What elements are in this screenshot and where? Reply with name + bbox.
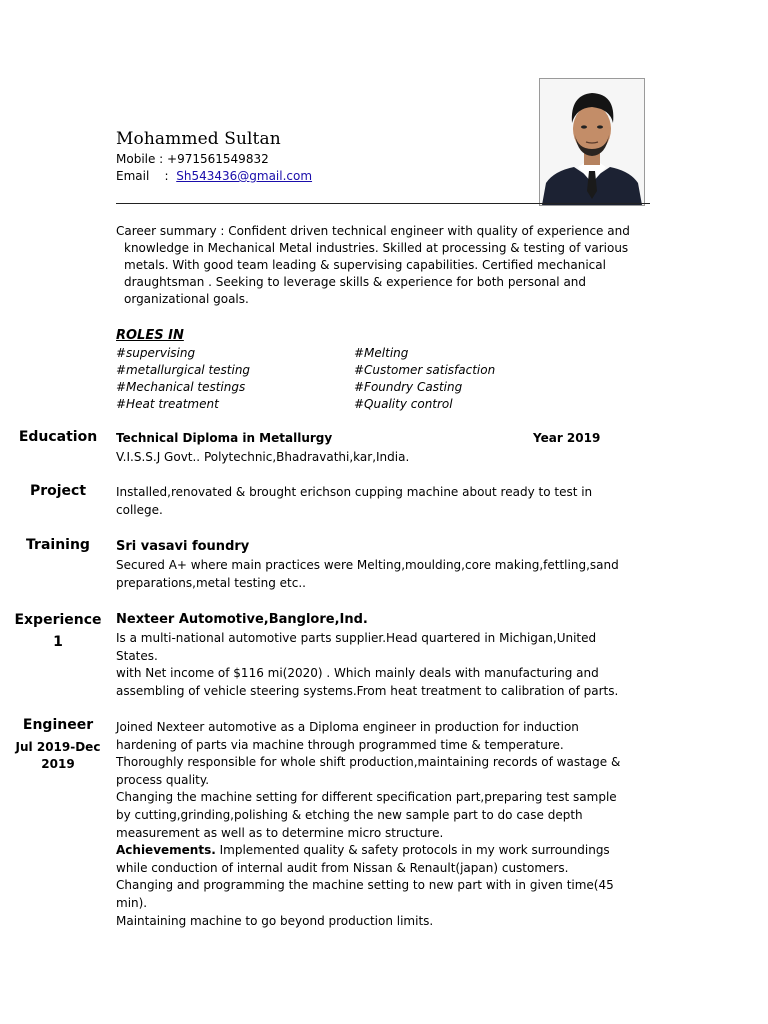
role-item: #supervising [116,346,196,360]
experience-label [8,609,108,653]
education-year: Year 2019 [533,431,601,445]
experience-line: Is a multi-national automotive parts supplier.Head quartered in Michigan,United [116,631,597,645]
portrait-image [540,79,644,205]
education-label: Education [18,429,98,445]
engineer-line: process quality. [116,772,210,787]
training-label: Training [26,537,90,553]
engineer-line: Joined Nexteer automotive as a Diploma engineer in production for induction [116,720,579,734]
engineer-line: measurement as well as to determine micro structure. [116,825,444,840]
training-line: preparations,metal testing etc.. [116,575,306,590]
roles-right-column [354,345,495,413]
roles-left-column [116,345,250,413]
mobile-line [116,151,269,168]
engineer-line: Changing and programming the machine setting to new part with in given time(45 [116,878,614,893]
engineer-period-line: 2019 [41,757,75,771]
email-line [116,168,312,185]
profile-photo [539,78,645,206]
candidate-name: Mohammed Sultan [116,129,281,149]
engineer-line: while conduction of internal audit from Nissan & Renault(japan) customers. [116,860,569,875]
experience-title: Nexteer Automotive,Banglore,Ind. [116,612,368,627]
roles-heading: ROLES IN [116,328,184,343]
engineer-line: min). [116,895,148,910]
role-item: #Foundry Casting [354,380,463,394]
project-description [116,484,656,519]
engineer-line: by cutting,grinding,polishing & etching the new sample part to do case depth [116,807,583,822]
header-divider [116,203,650,204]
education-title: Technical Diploma in Metallurgy [116,431,333,445]
engineer-line: Maintaining machine to go beyond production limits. [116,913,434,928]
summary-line: draughtsman . Seeking to leverage skills & experience for both personal and [124,275,587,289]
career-summary [116,223,656,308]
institution-text: V.I.S.S.J Govt.. Polytechnic,Bhadravathi,kar,India. [116,450,410,464]
project-line: college. [116,502,163,517]
project-line: Installed,renovated & brought erichson cupping machine about ready to test in [116,485,593,499]
mobile-number: +971561549832 [167,152,269,166]
engineer-line: Thoroughly responsible for whole shift production,maintaining records of wastage & [116,755,621,770]
email-label: Email : [116,169,177,183]
role-item: #Heat treatment [116,397,219,411]
engineer-line: Changing the machine setting for different specification part,preparing test sample [116,790,617,805]
role-item: #Melting [354,346,409,360]
role-item: #Mechanical testings [116,380,246,394]
experience-line: assembling of vehicle steering systems.From heat treatment to calibration of parts. [116,683,619,698]
summary-line: organizational goals. [124,292,249,306]
summary-line: metals. With good team leading & supervising capabilities. Certified mechanical [124,258,606,272]
achievements-line [116,842,656,860]
role-item: #Quality control [354,397,453,411]
training-description [116,557,656,592]
engineer-period [8,739,108,773]
role-item: #Customer satisfaction [354,363,496,377]
role-item: #metallurgical testing [116,363,251,377]
summary-line: knowledge in Mechanical Metal industries. Skilled at processing & testing of various [124,241,629,255]
training-title: Sri vasavi foundry [116,539,250,554]
engineer-description [116,719,656,930]
experience-description [116,630,656,700]
training-line: Secured A+ where main practices were Melting,moulding,core making,fettling,sand [116,558,619,572]
mobile-label: Mobile : [116,152,168,166]
experience-line: States. [116,648,158,663]
email-link[interactable]: Sh543436@gmail.com [176,169,313,183]
engineer-period-line: Jul 2019-Dec [15,740,101,754]
experience-label-line: Experience [14,612,102,628]
achievements-label: Achievements. [116,843,216,858]
engineer-line: hardening of parts via machine through programmed time & temperature. [116,737,564,752]
achievements-text: Implemented quality & safety protocols in my work surroundings [215,843,610,858]
experience-label-line: 1 [53,634,63,650]
project-label: Project [29,483,87,499]
summary-line: Career summary : Confident driven technical engineer with quality of experience and [116,224,630,238]
education-institution [116,449,656,467]
experience-line: with Net income of $116 mi(2020) . Which mainly deals with manufacturing and [116,666,599,681]
engineer-label: Engineer [22,717,94,733]
